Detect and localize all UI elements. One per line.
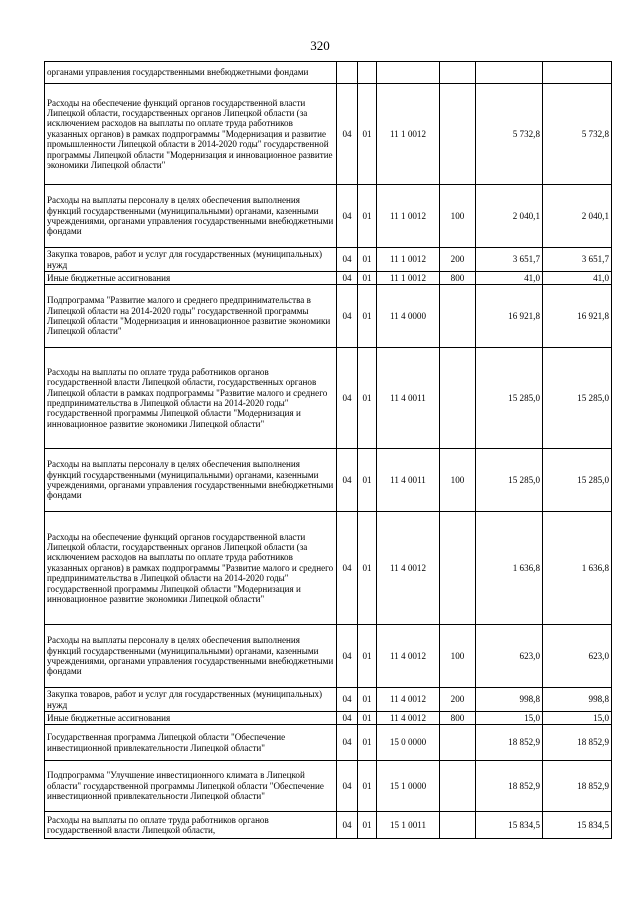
target-article-code: 15 0 0000 (377, 725, 440, 761)
expense-type-code (440, 812, 476, 839)
table-row (45, 84, 612, 185)
row-description: Расходы на выплаты персоналу в целях обеспечения выполнения функций государственными (муниципальными) органами, казенными учреждениями, органами управления государственными внебюджетными фондами (45, 185, 337, 248)
amount-first: 18 852,9 (476, 761, 543, 812)
amount-first: 15 285,0 (476, 449, 543, 512)
section-code: 04 (337, 712, 358, 725)
table-row (45, 272, 612, 285)
row-description: Расходы на выплаты персоналу в целях обеспечения выполнения функций государственными (муниципальными) органами, казенными учреждениями, органами управления государственными внебюджетными фондами (45, 625, 337, 688)
row-description: органами управления государственными внебюджетными фондами (45, 62, 337, 84)
section-code: 04 (337, 285, 358, 348)
target-article-code: 11 1 0012 (377, 248, 440, 272)
table-row (45, 449, 612, 512)
section-code: 04 (337, 449, 358, 512)
subsection-code: 01 (358, 449, 377, 512)
amount-second: 623,0 (543, 625, 612, 688)
table-row (45, 712, 612, 725)
target-article-code: 11 4 0012 (377, 625, 440, 688)
subsection-code: 01 (358, 725, 377, 761)
section-code: 04 (337, 688, 358, 712)
table-row (45, 688, 612, 712)
amount-first: 18 852,9 (476, 725, 543, 761)
amount-second (543, 62, 612, 84)
amount-first: 15 285,0 (476, 348, 543, 449)
subsection-code: 01 (358, 812, 377, 839)
table-row (45, 725, 612, 761)
expense-type-code (440, 725, 476, 761)
expense-type-code: 100 (440, 449, 476, 512)
target-article-code: 11 1 0012 (377, 185, 440, 248)
expense-type-code (440, 285, 476, 348)
expense-type-code (440, 62, 476, 84)
section-code: 04 (337, 84, 358, 185)
amount-first: 1 636,8 (476, 512, 543, 625)
row-description: Расходы на выплаты по оплате труда работников органов государственной власти Липецкой области, (45, 812, 337, 839)
row-description: Подпрограмма "Развитие малого и среднего предпринимательства в Липецкой области на 2014-2020 годы" государственной программы Липецкой области "Модернизация и инновационное развитие экономики Липецкой области" (45, 285, 337, 348)
amount-first: 623,0 (476, 625, 543, 688)
amount-first: 3 651,7 (476, 248, 543, 272)
subsection-code: 01 (358, 348, 377, 449)
section-code: 04 (337, 185, 358, 248)
table-row (45, 512, 612, 625)
expense-type-code (440, 84, 476, 185)
expense-type-code: 200 (440, 688, 476, 712)
section-code: 04 (337, 725, 358, 761)
amount-second: 5 732,8 (543, 84, 612, 185)
target-article-code: 11 1 0012 (377, 84, 440, 185)
target-article-code: 11 4 0012 (377, 512, 440, 625)
amount-second: 15 285,0 (543, 449, 612, 512)
subsection-code: 01 (358, 512, 377, 625)
target-article-code: 11 4 0011 (377, 449, 440, 512)
expense-type-code: 200 (440, 248, 476, 272)
subsection-code (358, 62, 377, 84)
expense-type-code: 100 (440, 625, 476, 688)
target-article-code: 11 4 0000 (377, 285, 440, 348)
amount-second: 15 285,0 (543, 348, 612, 449)
expense-type-code: 800 (440, 272, 476, 285)
section-code: 04 (337, 625, 358, 688)
row-description: Государственная программа Липецкой области "Обеспечение инвестиционной привлекательности Липецкой области" (45, 725, 337, 761)
target-article-code: 15 1 0000 (377, 761, 440, 812)
subsection-code: 01 (358, 712, 377, 725)
amount-second: 15 834,5 (543, 812, 612, 839)
subsection-code: 01 (358, 185, 377, 248)
amount-second: 18 852,9 (543, 725, 612, 761)
amount-first (476, 62, 543, 84)
expense-type-code: 100 (440, 185, 476, 248)
amount-second: 998,8 (543, 688, 612, 712)
amount-second: 15,0 (543, 712, 612, 725)
amount-second: 41,0 (543, 272, 612, 285)
target-article-code: 15 1 0011 (377, 812, 440, 839)
section-code: 04 (337, 272, 358, 285)
row-description: Расходы на выплаты персоналу в целях обеспечения выполнения функций государственными (муниципальными) органами, казенными учреждениями, органами управления государственными внебюджетными фондами (45, 449, 337, 512)
amount-first: 5 732,8 (476, 84, 543, 185)
expense-type-code (440, 348, 476, 449)
row-description: Закупка товаров, работ и услуг для государственных (муниципальных) нужд (45, 688, 337, 712)
table-row (45, 348, 612, 449)
subsection-code: 01 (358, 248, 377, 272)
target-article-code: 11 4 0011 (377, 348, 440, 449)
subsection-code: 01 (358, 272, 377, 285)
amount-first: 2 040,1 (476, 185, 543, 248)
section-code: 04 (337, 761, 358, 812)
table-row (45, 285, 612, 348)
amount-first: 16 921,8 (476, 285, 543, 348)
section-code: 04 (337, 812, 358, 839)
section-code: 04 (337, 348, 358, 449)
section-code: 04 (337, 248, 358, 272)
amount-second: 16 921,8 (543, 285, 612, 348)
amount-first: 998,8 (476, 688, 543, 712)
amount-second: 18 852,9 (543, 761, 612, 812)
section-code (337, 62, 358, 84)
subsection-code: 01 (358, 625, 377, 688)
amount-second: 1 636,8 (543, 512, 612, 625)
section-code: 04 (337, 512, 358, 625)
table-row (45, 625, 612, 688)
amount-first: 15,0 (476, 712, 543, 725)
table-row (45, 248, 612, 272)
row-description: Расходы на обеспечение функций органов государственной власти Липецкой области, государственных органов Липецкой области (за исключением расходов на выплаты по оплате труда работников указанных органов) в рамках подпрограммы "Развитие малого и среднего предпринимательства в Липецкой области на 2014-2020 годы" государственной программы Липецкой области "Модернизация и инновационное развитие экономики Липецкой области" (45, 512, 337, 625)
amount-second: 3 651,7 (543, 248, 612, 272)
row-description: Расходы на выплаты по оплате труда работников органов государственной власти Липецкой области, государственных органов Липецкой области в рамках подпрограммы "Развитие малого и среднего предпринимательства в Липецкой области на 2014-2020 годы" государственной программы Липецкой области "Модернизация и инновационное развитие экономики Липецкой области" (45, 348, 337, 449)
subsection-code: 01 (358, 688, 377, 712)
table-row (45, 812, 612, 839)
table-row (45, 62, 612, 84)
expense-type-code (440, 761, 476, 812)
subsection-code: 01 (358, 84, 377, 185)
amount-first: 15 834,5 (476, 812, 543, 839)
table-row (45, 185, 612, 248)
amount-first: 41,0 (476, 272, 543, 285)
table-row (45, 761, 612, 812)
expense-type-code: 800 (440, 712, 476, 725)
row-description: Иные бюджетные ассигнования (45, 272, 337, 285)
subsection-code: 01 (358, 285, 377, 348)
row-description: Расходы на обеспечение функций органов государственной власти Липецкой области, государственных органов Липецкой области (за исключением расходов на выплаты по оплате труда работников указанных органов) в рамках подпрограммы "Модернизация и развитие промышленности Липецкой области в 2014-2020 годы" государственной программы Липецкой области "Модернизация и инновационное развитие экономики Липецкой области" (45, 84, 337, 185)
row-description: Закупка товаров, работ и услуг для государственных (муниципальных) нужд (45, 248, 337, 272)
budget-table (44, 61, 612, 839)
expense-type-code (440, 512, 476, 625)
row-description: Подпрограмма "Улучшение инвестиционного климата в Липецкой области" государственной программы Липецкой области "Обеспечение инвестиционной привлекательности Липецкой области" (45, 761, 337, 812)
target-article-code (377, 62, 440, 84)
row-description: Иные бюджетные ассигнования (45, 712, 337, 725)
budget-table-body (45, 62, 612, 839)
amount-second: 2 040,1 (543, 185, 612, 248)
subsection-code: 01 (358, 761, 377, 812)
target-article-code: 11 1 0012 (377, 272, 440, 285)
target-article-code: 11 4 0012 (377, 688, 440, 712)
page-number: 320 (310, 38, 330, 53)
target-article-code: 11 4 0012 (377, 712, 440, 725)
